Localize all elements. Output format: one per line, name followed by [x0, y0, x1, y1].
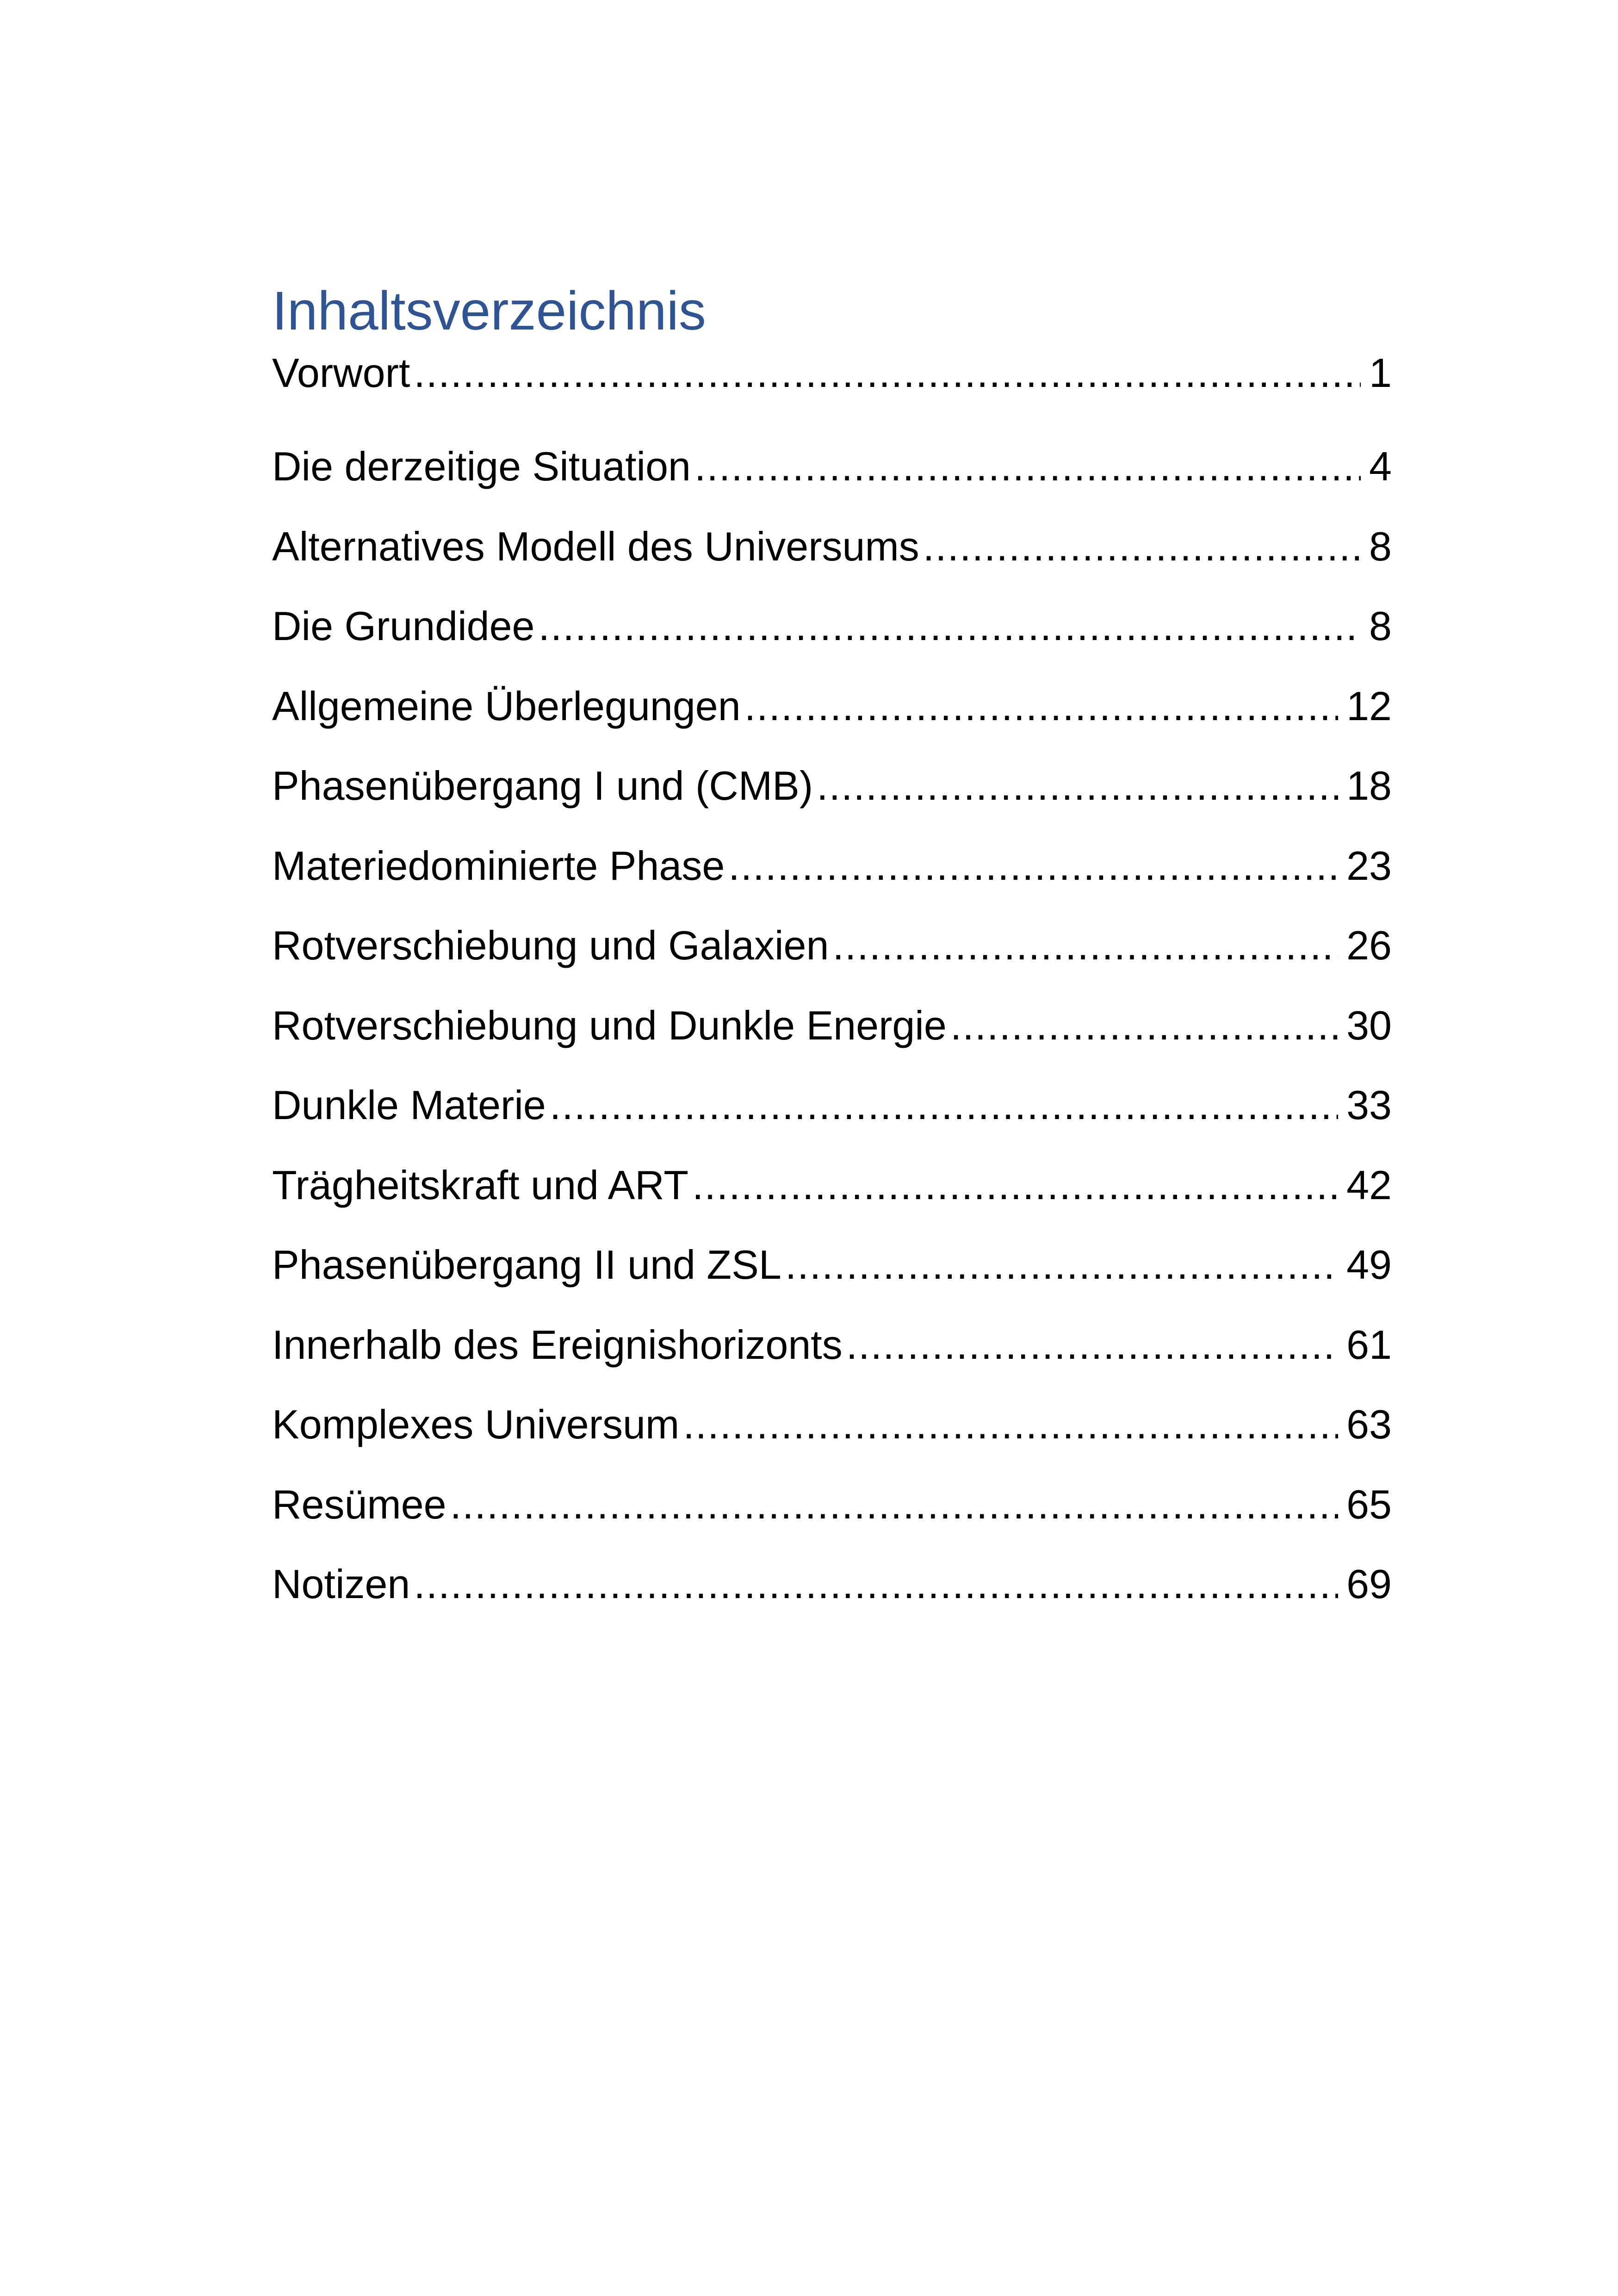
dot-leader: [846, 1305, 1338, 1385]
toc-entry-label: Innerhalb des Ereignishorizonts: [272, 1321, 843, 1368]
toc-entry-label: Phasenübergang I und (CMB): [272, 763, 813, 809]
toc-entry-page-number: 8: [1369, 523, 1392, 569]
toc-entry-page-number: 65: [1346, 1481, 1392, 1527]
toc-entry-label: Rotverschiebung und Dunkle Energie: [272, 1002, 947, 1048]
toc-entry-page-number: 26: [1346, 922, 1392, 968]
dot-leader: [550, 1065, 1338, 1145]
toc-entry-page-number: 8: [1369, 603, 1392, 649]
table-of-contents: [272, 275, 1392, 1624]
toc-entry-phasenuebergang-1[interactable]: [272, 746, 1392, 826]
toc-entry-label: Die Grundidee: [272, 603, 535, 649]
toc-entry-label: Komplexes Universum: [272, 1401, 680, 1447]
toc-entry-label: Alternatives Modell des Universums: [272, 523, 919, 569]
toc-entry-page-number: 49: [1346, 1242, 1392, 1288]
toc-entry-label: Rotverschiebung und Galaxien: [272, 922, 829, 968]
toc-entry-phasenuebergang-2[interactable]: [272, 1225, 1392, 1305]
toc-entry-materiedominierte-phase[interactable]: [272, 826, 1392, 906]
toc-entry-label: Trägheitskraft und ART: [272, 1162, 688, 1208]
dot-leader: [692, 1145, 1338, 1226]
toc-entry-rotverschiebung-dunkle-energie[interactable]: [272, 986, 1392, 1066]
toc-list: [272, 347, 1392, 1624]
toc-entry-label: Vorwort: [272, 350, 410, 396]
toc-entry-page-number: 18: [1346, 763, 1392, 809]
toc-entry-label: Materiedominierte Phase: [272, 842, 725, 889]
toc-entry-grundidee[interactable]: [272, 586, 1392, 666]
toc-entry-traegheitskraft-art[interactable]: [272, 1145, 1392, 1226]
toc-entry-page-number: 4: [1369, 443, 1392, 489]
dot-leader: [728, 826, 1338, 906]
dot-leader: [744, 666, 1338, 747]
dot-leader: [683, 1385, 1338, 1465]
toc-entry-page-number: 33: [1346, 1082, 1392, 1128]
toc-entry-allgemeine-ueberlegungen[interactable]: [272, 666, 1392, 747]
dot-leader: [923, 507, 1361, 587]
toc-entry-komplexes-universum[interactable]: [272, 1385, 1392, 1465]
toc-entry-page-number: 63: [1346, 1401, 1392, 1447]
toc-entry-vorwort[interactable]: [272, 347, 1392, 399]
toc-entry-ereignishorizont[interactable]: [272, 1305, 1392, 1385]
toc-entry-page-number: 69: [1346, 1561, 1392, 1607]
dot-leader: [817, 746, 1338, 826]
toc-heading: Inhaltsverzeichnis: [272, 280, 706, 342]
dot-leader: [694, 427, 1361, 507]
dot-leader: [832, 906, 1338, 986]
dot-leader: [414, 347, 1361, 399]
toc-entry-page-number: 42: [1346, 1162, 1392, 1208]
toc-entry-rotverschiebung-galaxien[interactable]: [272, 906, 1392, 986]
toc-entry-alternatives-modell[interactable]: [272, 507, 1392, 587]
dot-leader: [785, 1225, 1338, 1305]
toc-entry-notizen[interactable]: [272, 1544, 1392, 1624]
dot-leader: [450, 1465, 1338, 1545]
toc-entry-page-number: 61: [1346, 1321, 1392, 1368]
toc-entry-label: Phasenübergang II und ZSL: [272, 1242, 781, 1288]
toc-entry-label: Allgemeine Überlegungen: [272, 683, 741, 729]
dot-leader: [414, 1544, 1338, 1624]
toc-entry-page-number: 23: [1346, 842, 1392, 889]
toc-entry-label: Die derzeitige Situation: [272, 443, 691, 489]
toc-entry-resuemee[interactable]: [272, 1465, 1392, 1545]
toc-entry-page-number: 12: [1346, 683, 1392, 729]
dot-leader: [538, 586, 1361, 666]
toc-entry-label: Dunkle Materie: [272, 1082, 546, 1128]
dot-leader: [950, 986, 1338, 1066]
toc-entry-label: Resümee: [272, 1481, 446, 1527]
toc-entry-dunkle-materie[interactable]: [272, 1065, 1392, 1145]
toc-entry-label: Notizen: [272, 1561, 410, 1607]
toc-entry-page-number: 1: [1369, 350, 1392, 396]
toc-entry-derzeitige-situation[interactable]: [272, 427, 1392, 507]
toc-entry-page-number: 30: [1346, 1002, 1392, 1048]
